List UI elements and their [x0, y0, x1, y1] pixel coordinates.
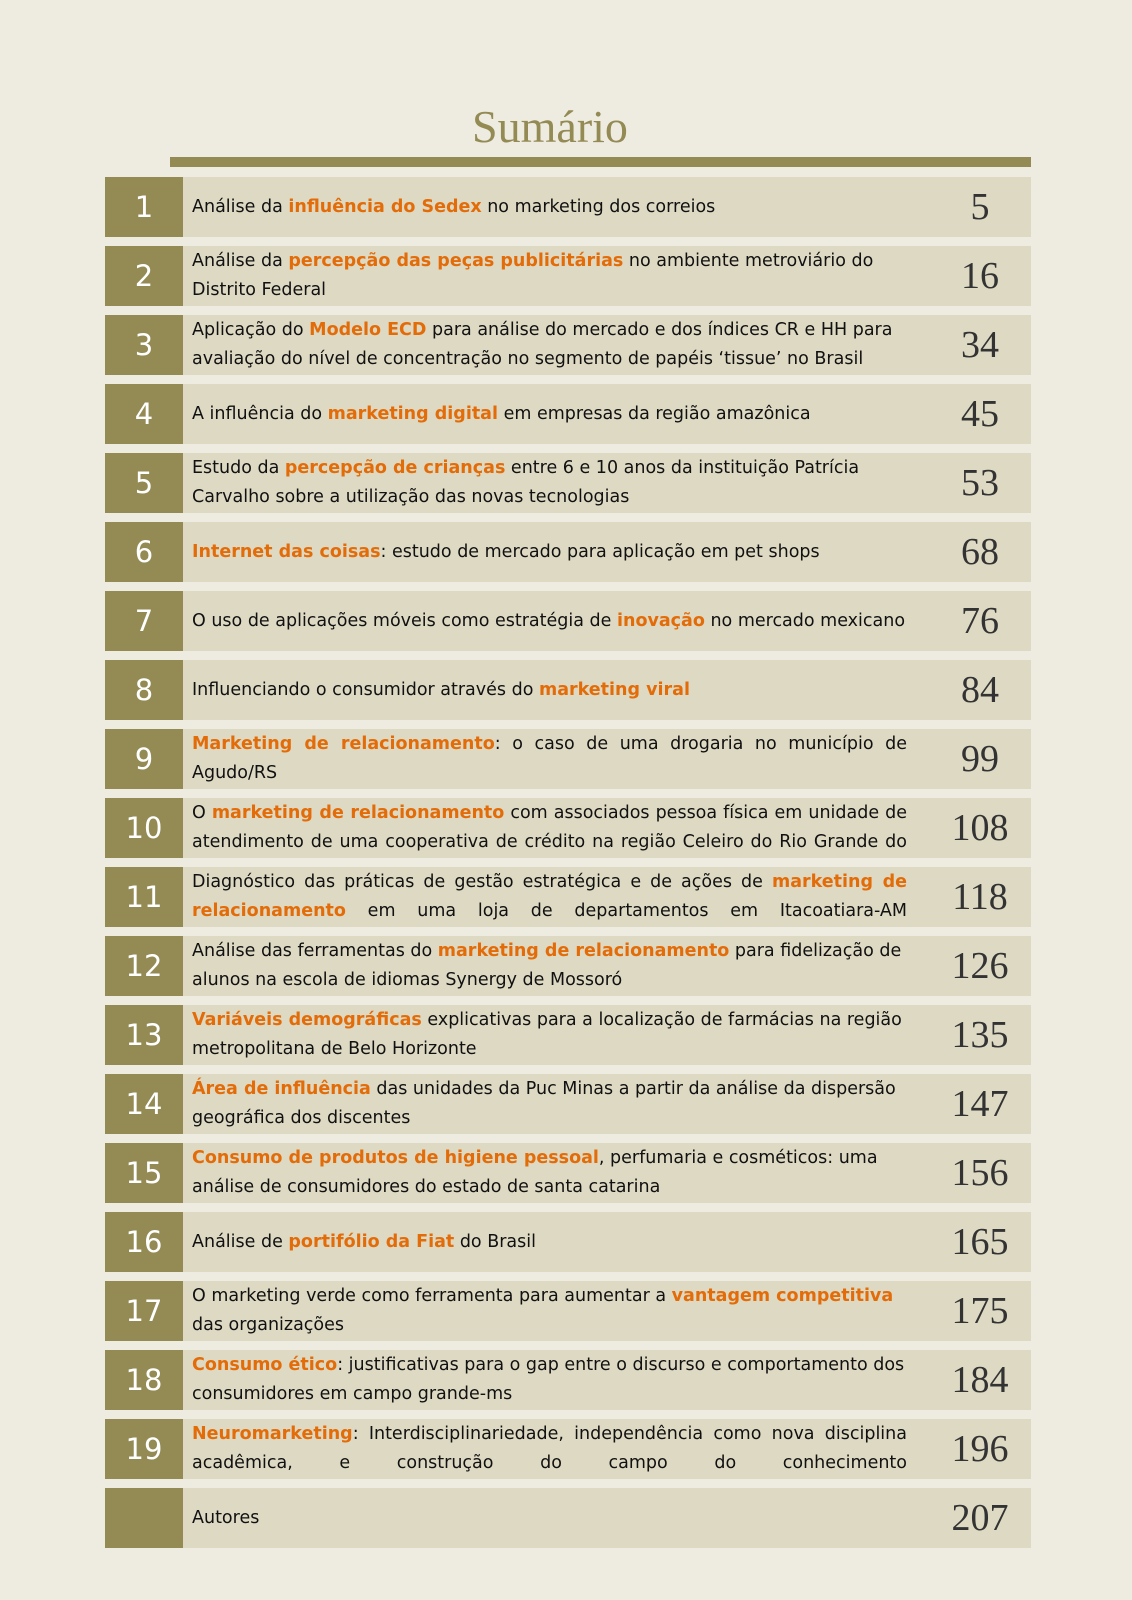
page-number: 76	[929, 591, 1031, 651]
page-number: 184	[929, 1350, 1031, 1410]
chapter-number: 7	[105, 591, 183, 651]
chapter-number: 12	[105, 936, 183, 996]
chapter-number	[105, 1488, 183, 1548]
page-number: 16	[929, 246, 1031, 306]
page-number: 126	[929, 936, 1031, 996]
page-number: 68	[929, 522, 1031, 582]
page-number: 147	[929, 1074, 1031, 1134]
table-of-contents	[105, 177, 1031, 1557]
chapter-title-text: no mercado mexicano	[704, 610, 906, 631]
chapter-number: 5	[105, 453, 183, 513]
chapter-title-highlight: marketing viral	[538, 679, 690, 700]
chapter-title-text: explicativas para a localização de farmácias na região metropolitana de Belo Horizonte	[192, 1010, 902, 1059]
chapter-number: 16	[105, 1212, 183, 1272]
toc-row[interactable]	[105, 384, 1031, 444]
chapter-title[interactable]	[192, 1281, 907, 1341]
chapter-title-text: Análise da	[192, 251, 289, 271]
toc-row[interactable]	[105, 1350, 1031, 1410]
chapter-title-text: em uma loja de departamentos em Itacoatiara-AM	[345, 901, 907, 921]
chapter-title-text: : estudo de mercado para aplicação em pet shops	[380, 541, 820, 562]
chapter-title-text: O uso de aplicações móveis como estratégia de	[192, 610, 617, 631]
chapter-title-text: : Interdisciplinariedade, independência como nova disciplina acadêmica, e construção do campo do conhecimento	[192, 1424, 907, 1473]
chapter-title-text: , perfumaria e cosméticos: uma análise de consumidores do estado de santa catarina	[192, 1148, 878, 1197]
toc-row[interactable]	[105, 1074, 1031, 1134]
chapter-title[interactable]	[192, 246, 907, 306]
chapter-title-text: das organizações	[192, 1315, 345, 1335]
toc-row[interactable]	[105, 1005, 1031, 1065]
chapter-title-text: entre 6 e 10 anos da instituição Patrícia Carvalho sobre a utilização das novas tecnologias	[192, 458, 860, 507]
chapter-title-text: Autores	[192, 1507, 260, 1528]
chapter-title-cell	[183, 798, 1021, 858]
chapter-number: 2	[105, 246, 183, 306]
chapter-title-cell	[183, 1143, 1021, 1203]
chapter-title-text: em empresas da região amazônica	[498, 403, 811, 424]
chapter-title[interactable]	[192, 867, 907, 927]
chapter-title-text: Análise de	[192, 1231, 289, 1252]
chapter-title-highlight: influência do Sedex	[288, 196, 482, 217]
toc-row[interactable]	[105, 1281, 1031, 1341]
chapter-title-text: Influenciando o consumidor através do	[192, 679, 539, 700]
page-number: 45	[929, 384, 1031, 444]
chapter-title-text: no ambiente metroviário do Distrito Federal	[192, 251, 874, 300]
chapter-title-cell	[183, 384, 1021, 444]
toc-row[interactable]	[105, 246, 1031, 306]
chapter-title-cell	[183, 453, 1021, 513]
chapter-title[interactable]	[192, 1005, 907, 1065]
chapter-number: 4	[105, 384, 183, 444]
chapter-title-highlight: Área de influência	[192, 1079, 371, 1099]
chapter-number: 10	[105, 798, 183, 858]
chapter-title-cell	[183, 660, 1021, 720]
chapter-title[interactable]	[192, 591, 907, 651]
toc-row[interactable]	[105, 1488, 1031, 1548]
chapter-title-highlight: percepção das peças publicitárias	[288, 251, 624, 271]
chapter-title[interactable]	[192, 177, 907, 237]
page-number: 108	[929, 798, 1031, 858]
chapter-title-highlight: marketing digital	[327, 403, 498, 424]
chapter-number: 9	[105, 729, 183, 789]
chapter-title[interactable]	[192, 1074, 907, 1134]
chapter-title-highlight: Modelo ECD	[309, 320, 427, 340]
chapter-title-highlight: Neuromarketing	[192, 1424, 353, 1444]
chapter-title-text: para análise do mercado e dos índices CR e HH para avaliação do nível de concentração no segmento de papéis ‘tissue’ no Brasil	[192, 320, 893, 369]
toc-row[interactable]	[105, 1143, 1031, 1203]
page-number: 207	[929, 1488, 1031, 1548]
chapter-title-text: Estudo da	[192, 458, 285, 478]
chapter-title[interactable]	[192, 798, 907, 858]
chapter-title-highlight: percepção de crianças	[284, 458, 506, 478]
chapter-title[interactable]	[192, 1350, 907, 1410]
chapter-title-cell	[183, 936, 1021, 996]
chapter-title-cell	[183, 1005, 1021, 1065]
chapter-title-text: Análise da	[192, 196, 289, 217]
chapter-title-text: para fidelização de alunos na escola de idiomas Synergy de Mossoró	[192, 941, 902, 990]
toc-row[interactable]	[105, 660, 1031, 720]
chapter-title-text: Diagnóstico das práticas de gestão estratégica e de ações de	[192, 872, 772, 892]
page-number: 5	[929, 177, 1031, 237]
chapter-title-highlight: vantagem competitiva	[671, 1286, 894, 1306]
chapter-title-cell	[183, 315, 1021, 375]
toc-row[interactable]	[105, 867, 1031, 927]
chapter-number: 17	[105, 1281, 183, 1341]
chapter-number: 6	[105, 522, 183, 582]
chapter-title-text: das unidades da Puc Minas a partir da análise da dispersão geográfica dos discentes	[192, 1079, 896, 1128]
toc-row[interactable]	[105, 315, 1031, 375]
chapter-title-highlight: Consumo ético	[192, 1355, 338, 1375]
chapter-title[interactable]	[192, 1143, 907, 1203]
chapter-title-cell	[183, 177, 1021, 237]
chapter-title[interactable]	[192, 384, 907, 444]
chapter-title-cell	[183, 246, 1021, 306]
chapter-number: 11	[105, 867, 183, 927]
chapter-title-cell	[183, 1281, 1021, 1341]
chapter-number: 18	[105, 1350, 183, 1410]
chapter-number: 15	[105, 1143, 183, 1203]
chapter-title-cell	[183, 1488, 1021, 1548]
chapter-number: 3	[105, 315, 183, 375]
chapter-number: 8	[105, 660, 183, 720]
chapter-title-highlight: Internet das coisas	[192, 541, 381, 562]
chapter-title-text: A influência do	[192, 403, 328, 424]
page-number: 135	[929, 1005, 1031, 1065]
chapter-title-highlight: Consumo de produtos de higiene pessoal	[192, 1148, 599, 1168]
chapter-title-highlight: inovação	[616, 610, 705, 631]
toc-row[interactable]	[105, 522, 1031, 582]
chapter-title-cell	[183, 1212, 1021, 1272]
chapter-title-cell	[183, 522, 1021, 582]
toc-row[interactable]	[105, 591, 1031, 651]
chapter-title-highlight: marketing de relacionamento	[211, 803, 505, 823]
toc-row[interactable]	[105, 936, 1031, 996]
chapter-title-cell	[183, 729, 1021, 789]
toc-row[interactable]	[105, 798, 1031, 858]
toc-row[interactable]	[105, 729, 1031, 789]
chapter-title[interactable]	[192, 729, 907, 789]
chapter-title-cell	[183, 1074, 1021, 1134]
chapter-number: 13	[105, 1005, 183, 1065]
chapter-title-cell	[183, 1419, 1021, 1479]
chapter-title[interactable]	[192, 453, 907, 513]
page-number: 34	[929, 315, 1031, 375]
chapter-title-highlight: portifólio da Fiat	[288, 1231, 455, 1252]
page-number: 99	[929, 729, 1031, 789]
chapter-title-text: O marketing verde como ferramenta para aumentar a	[192, 1286, 672, 1306]
chapter-title-text: O	[192, 803, 212, 823]
chapter-title[interactable]	[192, 522, 907, 582]
chapter-title-highlight: marketing de relacionamento	[437, 941, 730, 961]
chapter-title-text: com associados pessoa física em unidade de atendimento de uma cooperativa de crédito na região Celeiro do Rio Grande do	[192, 803, 907, 852]
page-number: 175	[929, 1281, 1031, 1341]
toc-row[interactable]	[105, 1419, 1031, 1479]
chapter-number: 1	[105, 177, 183, 237]
toc-row[interactable]	[105, 177, 1031, 237]
chapter-number: 19	[105, 1419, 183, 1479]
chapter-title-cell	[183, 591, 1021, 651]
chapter-number: 14	[105, 1074, 183, 1134]
chapter-title[interactable]	[192, 936, 907, 996]
chapter-title-highlight: Marketing de relacionamento	[192, 734, 495, 754]
chapter-title-text: : o caso de uma drogaria no município de Agudo/RS	[192, 734, 907, 783]
chapter-title-cell	[183, 1350, 1021, 1410]
page-number: 84	[929, 660, 1031, 720]
toc-row[interactable]	[105, 453, 1031, 513]
chapter-title[interactable]	[192, 1488, 907, 1548]
chapter-title-text: Análise das ferramentas do	[192, 941, 438, 961]
chapter-title[interactable]	[192, 1419, 907, 1479]
chapter-title-highlight: Variáveis demográficas	[192, 1010, 422, 1030]
chapter-title[interactable]	[192, 660, 907, 720]
chapter-title-text: do Brasil	[454, 1231, 536, 1252]
chapter-title-text: Aplicação do	[192, 320, 310, 340]
chapter-title-text: : justificativas para o gap entre o discurso e comportamento dos consumidores em campo grande-ms	[192, 1355, 905, 1404]
chapter-title-cell	[183, 867, 1021, 927]
page-number: 196	[929, 1419, 1031, 1479]
chapter-title[interactable]	[192, 1212, 907, 1272]
page-number: 53	[929, 453, 1031, 513]
page-title: Sumário	[472, 101, 628, 152]
chapter-title-highlight: marketing de relacionamento	[192, 872, 907, 921]
title-divider-bar	[170, 157, 1031, 167]
page-number: 156	[929, 1143, 1031, 1203]
toc-row[interactable]	[105, 1212, 1031, 1272]
page-number: 118	[929, 867, 1031, 927]
chapter-title[interactable]	[192, 315, 907, 375]
chapter-title-text: no marketing dos correios	[481, 196, 716, 217]
page-number: 165	[929, 1212, 1031, 1272]
